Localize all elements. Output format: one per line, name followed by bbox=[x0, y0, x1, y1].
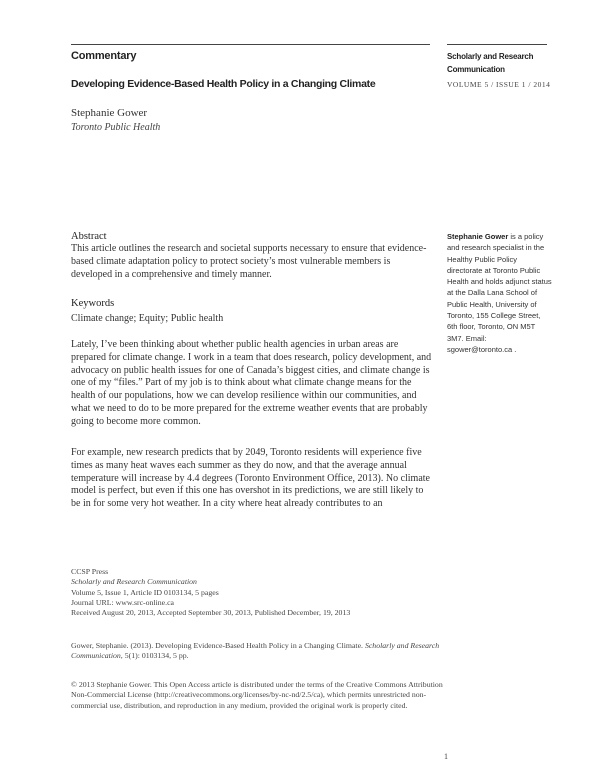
citation-suffix: 5(1): 0103134, 5 pp. bbox=[122, 651, 189, 661]
abstract-heading: Abstract bbox=[71, 231, 107, 242]
citation-prefix: Gower, Stephanie. (2013). Developing Evidence-Based Health Policy in a Changing Climate. bbox=[71, 641, 365, 650]
article-title: Developing Evidence-Based Health Policy in a Changing Climate bbox=[71, 78, 376, 90]
dates-line: Received August 20, 2013, Accepted September 30, 2013, Published December, 19, 2013 bbox=[71, 608, 351, 618]
license-text: © 2013 Stephanie Gower. This Open Access article is distributed under the terms of the Creative Commons Attribution Non-Commercial License (http://creativecommons.org/licenses/by-nc-nd/2.5/ca), which permits unrestricted non-commercial use, distribution, and reproduction in any medium, provided the original work is properly cited. bbox=[71, 680, 443, 710]
section-label: Commentary bbox=[71, 50, 137, 62]
keywords-text: Climate change; Equity; Public health bbox=[71, 313, 224, 324]
journal-issue: VOLUME 5 / ISSUE 1 / 2014 bbox=[447, 80, 551, 89]
body-paragraph-1: Lately, I’ve been thinking about whether public health agencies in urban areas are prepared for climate change. I work in a team that does research, policy development, and advocacy on public health issues for one of Canada’s biggest cities, and climate change is one of my “files.” Part of my job is to think about what climate change means for the health of our populations, how we can develop resilience within our communities, and what we need to do to be more prepared for the extreme weather events that are probably going to become more common. bbox=[71, 339, 432, 427]
volume-line: Volume 5, Issue 1, Article ID 0103134, 5 pages bbox=[71, 587, 219, 597]
journal-name: Scholarly and Research Communication bbox=[447, 52, 534, 74]
footer-journal: Scholarly and Research Communication bbox=[71, 577, 197, 587]
author-name: Stephanie Gower bbox=[71, 107, 148, 119]
citation bbox=[71, 641, 443, 662]
keywords-heading: Keywords bbox=[71, 298, 115, 309]
sidebar-rule bbox=[447, 44, 547, 45]
journal-url[interactable]: Journal URL: www.src-online.ca bbox=[71, 597, 174, 607]
body-paragraph-2: For example, new research predicts that by 2049, Toronto residents will experience five times as many heat waves each summer as they do now, and that the average annual temperature will increase by 4.4 degrees (Toronto Environment Office, 2013). No climate model is perfect, but even if this one has overshot in its predictions, we are still likely to be in for some very hot weather. In a city where heat already contributes to an bbox=[71, 447, 430, 510]
bio-text: is a policy and research specialist in the Healthy Public Policy directorate at Toronto Public Health and holds adjunct status at the Dalla Lana School of Public Health, University of Toronto, 155 College Street, 6th floor, Toronto, ON M5T 3M7. Email: sgower@toronto.ca . bbox=[447, 232, 552, 354]
author-affiliation: Toronto Public Health bbox=[71, 122, 161, 133]
bio-author-name: Stephanie Gower bbox=[447, 232, 509, 241]
author-bio bbox=[447, 231, 552, 355]
publisher: CCSP Press bbox=[71, 567, 109, 576]
abstract-text: This article outlines the research and societal supports necessary to ensure that evidence-based climate adaptation policy to protect society’s most vulnerable members is developed in a comprehensive and timely manner. bbox=[71, 243, 427, 280]
publication-info bbox=[71, 567, 443, 618]
citation-journal: Scholarly and Research Communication, bbox=[71, 641, 440, 661]
page-number: 1 bbox=[444, 752, 448, 761]
header-rule bbox=[71, 44, 430, 45]
